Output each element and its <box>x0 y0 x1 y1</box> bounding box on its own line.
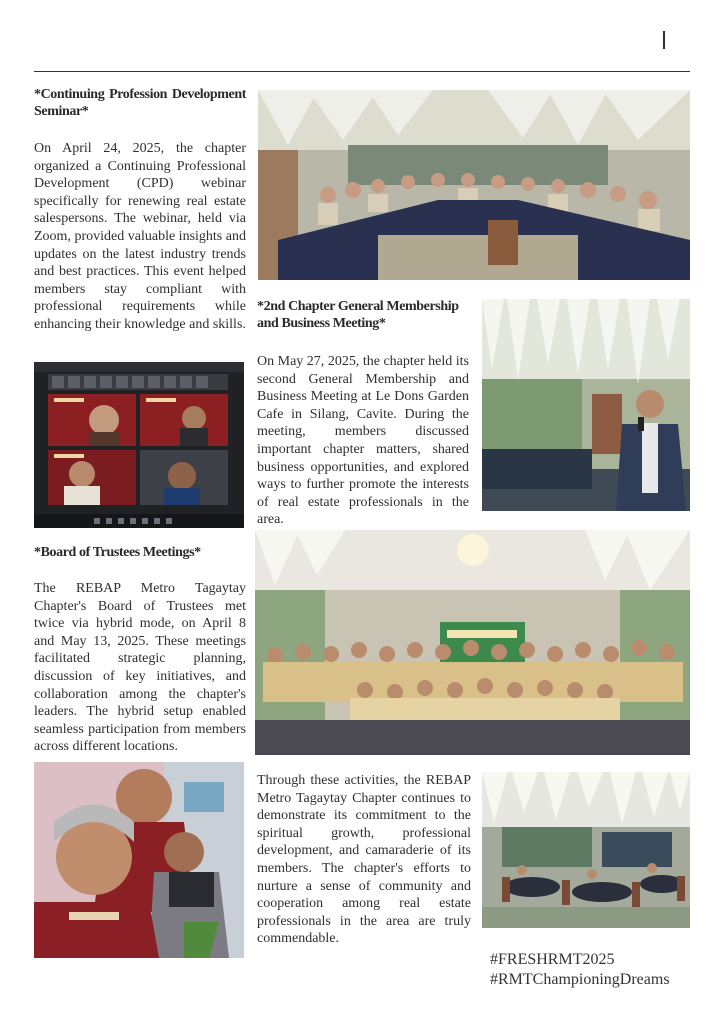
closing-paragraph: Through these activities, the REBAP Metro Tagaytay Chapter continues to demonstrate its commitment to the spiritual growth, professional development, and camaraderie of its members. The chapter's efforts to nurture a sense of community and cooperation among real estate professionals in the area are truly commendable. <box>257 773 471 947</box>
hashtag-fresh: #FRESHRMT2025 <box>490 951 615 968</box>
photo-garden-cafe <box>482 772 690 928</box>
gm-heading: *2nd Chapter General Membership and Business Meeting* <box>257 299 459 331</box>
cpd-paragraph: On April 24, 2025, the chapter organized a Continuing Professional Development (CPD) webinar specifically for renewing real estate salespersons. The webinar, held via Zoom, provided valuable insights and updates on the latest industry trends and best practices. This event helped members stay compliant with professional requirements while enhancing their knowledge and skills. <box>34 141 246 332</box>
cpd-heading: *Continuing Profession Development Seminar* <box>34 87 246 119</box>
gm-paragraph: On May 27, 2025, the chapter held its second General Membership and Business Meeting at Le Dons Garden Cafe in Silang, Cavite. During the meeting, members discussed important chapter matters, shared business opportunities, and explored ways to further promote the interests of real estate professionals in the area. <box>257 354 469 528</box>
photo-selfie <box>34 762 244 958</box>
page-marker <box>663 31 665 49</box>
bot-heading: *Board of Trustees Meetings* <box>34 545 201 560</box>
photo-zoom-webinar <box>34 362 244 528</box>
photo-speaker <box>482 299 690 511</box>
photo-group <box>255 530 690 755</box>
photo-meeting-hall <box>258 90 690 280</box>
header-rule <box>34 71 690 72</box>
hashtag-championing: #RMTChampioningDreams <box>490 971 670 988</box>
bot-paragraph: The REBAP Metro Tagaytay Chapter's Board of Trustees met twice via hybrid mode, on April 8 and May 13, 2025. These meetings facilitated strategic planning, discussion of key initiatives, and collaboration among the chapter's leaders. The hybrid setup enabled seamless participation from members across different locations. <box>34 581 246 755</box>
